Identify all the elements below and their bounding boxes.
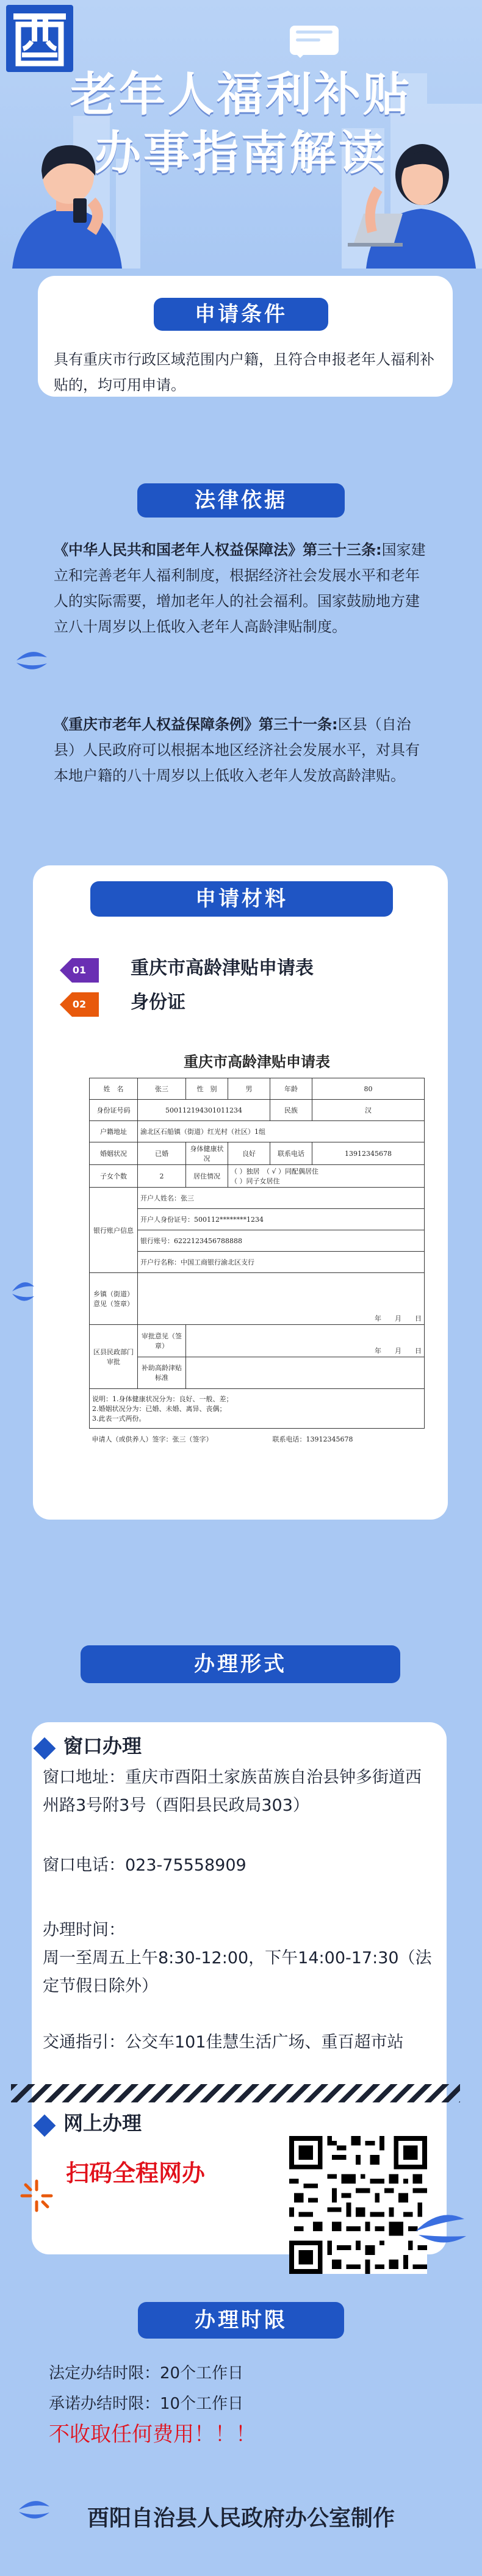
form-living-option: （ ）独居 （ √ ）同配偶居住 [231,1167,318,1175]
form-value: 良好 [228,1142,270,1165]
form-value: 500112194301011234 [138,1100,270,1121]
conditions-text: 具有重庆市行政区域范围内户籍，且符合申报老年人福利补贴的，均可用申请。 [54,351,434,394]
form-label: 居住情况 [186,1165,228,1188]
page-title-line2: 办事指南解读 [95,126,387,180]
hero-banner [0,0,482,269]
promise-time-limit: 承诺办结时限：10个工作日 [49,2395,244,2413]
window-phone [43,1853,433,1878]
sparkle-decoration-icon [18,2177,55,2214]
leaf-decoration-icon [412,2207,467,2249]
window-phone-label: 窗口电话： [43,1856,125,1875]
window-traffic-value: 公交车101佳慧生活广场、重百超市站 [125,2033,404,2052]
form-value: 男 [228,1078,270,1100]
free-notice: 不收取任何费用！！！ [49,2422,256,2447]
online-heading: 网上办理 [63,2112,142,2135]
form-value: 已婚 [138,1142,186,1165]
window-hours-label: 办理时间： [43,1921,125,1939]
leaf-decoration-icon [13,642,50,679]
online-scan-text: 扫码全程网办 [66,2159,206,2187]
materials-heading: 申请材料 [90,881,393,917]
form-label: 性 别 [186,1078,228,1100]
form-table [89,1078,425,1449]
form-note: 说明：1.身体健康状况分为：良好、一般、差； [92,1395,233,1403]
form-label: 区县民政部门审批 [90,1325,138,1389]
form-label: 银行账户信息 [90,1188,138,1273]
form-value: 开户行名称：中国工商银行渝北区支行 [138,1252,425,1273]
form-value: 80 [312,1078,425,1100]
window-hours-value: 周一至周五上午8:30-12:00，下午14:00-17:30（法定节假日除外） [43,1949,432,1996]
dashed-divider [11,2084,460,2102]
law2-text: 区县（自治县）人民政府可以根据本地区经济社会发展水平，对具有本地户籍的八十周岁以上低收入老年人发放高龄津贴。 [54,716,420,784]
form-label: 婚姻状况 [90,1142,138,1165]
form-value: 13912345678 [312,1142,425,1165]
form-footer-phone: 联系电话：13912345678 [272,1435,353,1443]
window-traffic [43,2030,445,2055]
window-address-value: 重庆市酉阳土家族苗族自治县钟多街道西州路3号附3号（酉阳县民政局303） [43,1768,422,1815]
form-label: 补助高龄津贴标准 [138,1357,186,1389]
form-living-option: （ ）同子女居住 [231,1177,280,1185]
number-badge-01: 01 [60,958,99,983]
footer-producer: 酉阳自治县人民政府办公室制作 [87,2506,395,2531]
window-address-label: 窗口地址： [43,1768,125,1787]
conditions-heading: 申请条件 [154,298,328,331]
form-title: 重庆市高龄津贴申请表 [184,1053,330,1070]
form-label: 姓 名 [90,1078,138,1100]
form-value: 开户人姓名：张三 [138,1188,425,1209]
form-value: 张三 [138,1078,186,1100]
law2-paragraph [54,712,428,788]
man-with-phone-illustration [0,140,140,269]
form-notes [90,1389,425,1429]
form-label: 年龄 [270,1078,312,1100]
law1-text: 国家建立和完善老年人福利制度，根据经济社会发展水平和老年人的实际需要，增加老年人的社会福利。国家鼓励地方建立八十周岁以上低收入老年人高龄津贴制度。 [54,541,426,635]
law2-title: 《重庆市老年人权益保障条例》第三十一条: [54,716,338,733]
form-note: 2.婚姻状况分为：已婚、未婚、离异、丧偶； [92,1405,226,1413]
window-heading: 窗口办理 [63,1734,142,1758]
legal-time-limit: 法定办结时限：20个工作日 [49,2364,244,2383]
form-label: 民族 [270,1100,312,1121]
form-label: 子女个数 [90,1165,138,1188]
law1-title: 《中华人民共和国老年人权益保障法》第三十三条: [54,541,382,558]
form-date: 年 月 日 [186,1325,425,1357]
form-value: 银行账号：6222123456788888 [138,1230,425,1252]
window-phone-value: 023-75558909 [125,1856,246,1875]
window-hours [43,1916,433,2001]
form-label: 审批意见（签章） [138,1325,186,1357]
legal-basis-heading: 法律依据 [137,483,345,518]
form-value: 汉 [312,1100,425,1121]
qr-code[interactable] [289,2136,427,2274]
material-item-1: 重庆市高龄津贴申请表 [131,958,314,979]
form-value: 2 [138,1165,186,1188]
form-footer-applicant: 申请人（或供养人）签字：张三（签字） [92,1435,213,1443]
number-badge-02: 02 [60,992,99,1017]
law1-paragraph [54,537,428,640]
timeline-heading: 办理时限 [138,2302,344,2339]
page-title-line1: 老年人福利补贴 [70,67,412,121]
form-label: 身份证号码 [90,1100,138,1121]
woman-with-laptop-illustration [342,140,482,269]
form-date: 年 月 日 [138,1273,425,1325]
methods-heading: 办理形式 [81,1645,400,1683]
form-value: 渝北区石船镇（街道）红光村（社区）1组 [138,1121,425,1142]
form-note: 3.此表一式两份。 [92,1415,146,1423]
application-form-sample [89,1047,425,1477]
leaf-decoration-icon [11,1273,35,1310]
window-traffic-label: 交通指引： [43,2033,125,2052]
material-item-2: 身份证 [131,992,185,1013]
form-label: 身体健康状况 [186,1142,228,1165]
chat-bubble-icon [290,26,339,55]
form-value [186,1357,425,1389]
form-label: 乡镇（街道）意见（签章） [90,1273,138,1325]
form-value: 开户人身份证号：500112********1234 [138,1209,425,1230]
form-label: 联系电话 [270,1142,312,1165]
form-label: 户籍地址 [90,1121,138,1142]
form-value [228,1165,425,1188]
window-address [43,1764,433,1820]
